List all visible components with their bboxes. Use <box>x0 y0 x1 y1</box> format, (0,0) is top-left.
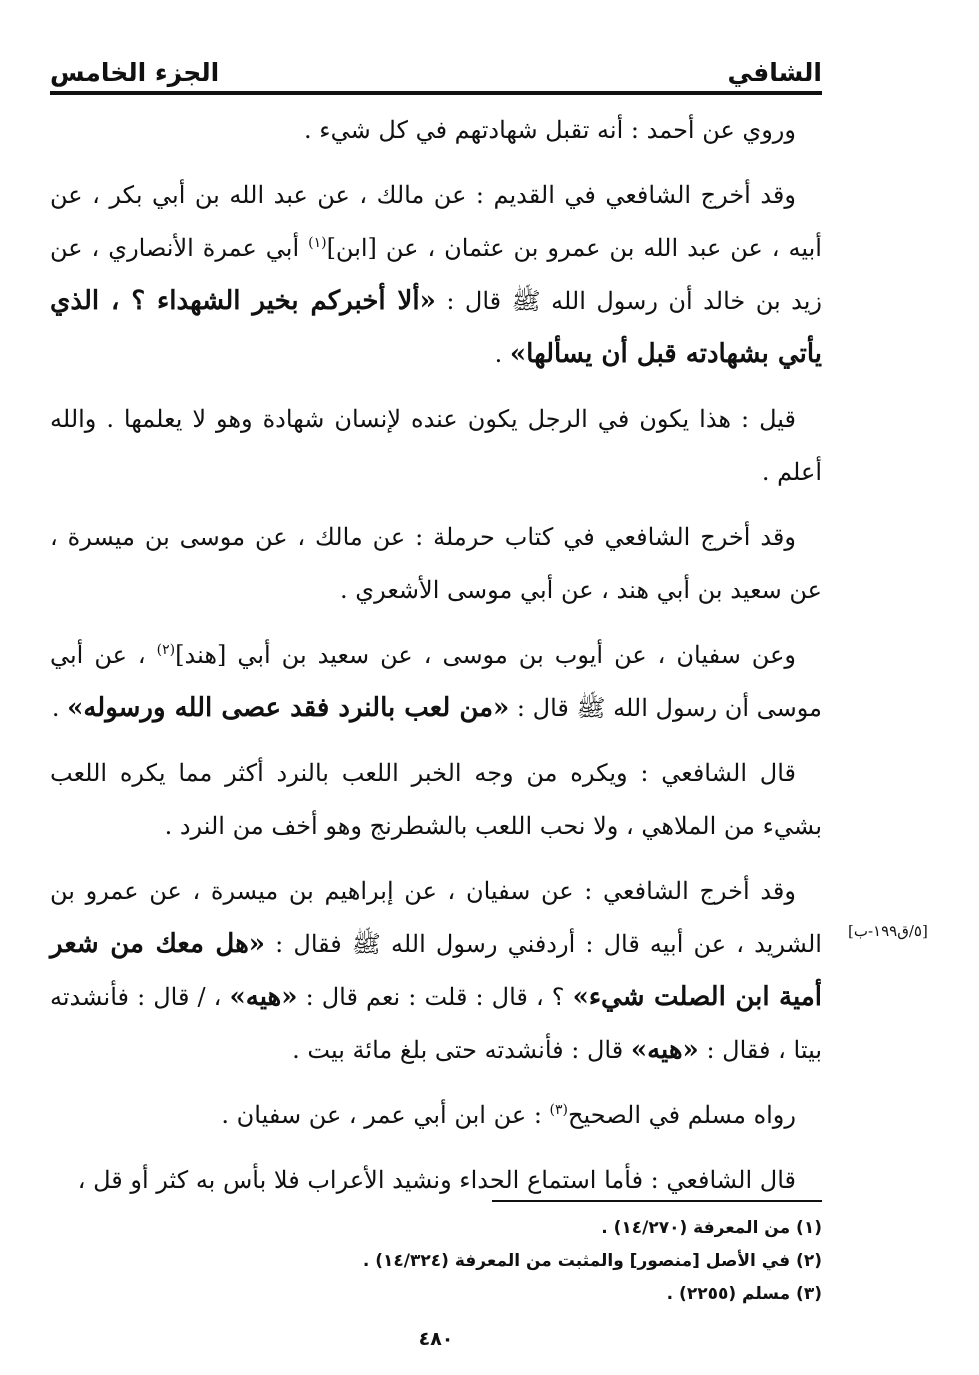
paragraph-text: : عن ابن أبي عمر ، عن سفيان . <box>221 1101 550 1129</box>
paragraph-text: أبي عمرة الأنصاري ، عن زيد بن خالد أن رسول الله ﷺ قال : <box>50 234 823 315</box>
paragraph <box>50 629 822 735</box>
page-number: ٤٨٠ <box>418 1328 454 1350</box>
paragraph <box>50 169 822 381</box>
page <box>50 40 823 1350</box>
paragraph <box>50 104 822 157</box>
paragraph-text: وقد أخرج الشافعي : عن سفيان ، عن إبراهيم بن ميسرة ، عن عمرو بن الشريد ، عن أبيه قال : أردفني رسول الله ﷺ فقال : <box>50 877 822 958</box>
hadith-text: «هيه» <box>229 982 298 1012</box>
paragraph-text: قال الشافعي : فأما استماع الحداء ونشيد الأعراب فلا بأس به كثر أو قل ، <box>77 1166 796 1194</box>
paragraph <box>50 1089 822 1142</box>
footnotes <box>50 1212 822 1311</box>
paragraph-text: وعن سفيان ، عن أيوب بن موسى ، عن سعيد بن أبي [هند] <box>175 641 796 669</box>
paragraph-text: قال الشافعي : ويكره من وجه الخبر اللعب بالنرد أكثر مما يكره اللعب بشيء من الملاهي ، ولا نحب اللعب بالشطرنج وهو أخف من النرد . <box>50 759 822 840</box>
footnote-ref[interactable]: (٣) <box>549 1102 568 1118</box>
footnote-ref[interactable]: (١) <box>308 235 327 251</box>
paragraph-text: رواه مسلم في الصحيح <box>568 1101 796 1129</box>
paragraph-text: ؟ ، قال : قلت : نعم قال : <box>297 983 573 1011</box>
footnote: (٣) مسلم (٢٢٥٥) . <box>666 1284 822 1304</box>
paragraph-text: قال : فأنشدته حتى بلغ مائة بيت . <box>292 1036 631 1064</box>
footnote-rule <box>492 1200 822 1202</box>
manuscript-folio-note: [٥/ق١٩٩-ب] <box>848 922 928 940</box>
paragraph-text: ، عن أبي موسى أن رسول الله ﷺ قال : <box>50 641 822 722</box>
footnote-ref[interactable]: (٢) <box>156 642 176 658</box>
body-text <box>50 104 822 1219</box>
paragraph-text: وقد أخرج الشافعي في القديم : عن مالك ، عن عبد الله بن أبي بكر ، عن أبيه ، عن عبد الله بن عمرو بن عثمان ، عن [ابن] <box>50 181 822 262</box>
paragraph <box>50 511 822 617</box>
paragraph <box>50 393 822 499</box>
paragraph-text: وروي عن أحمد : أنه تقبل شهادتهم في كل شيء . <box>304 116 796 144</box>
hadith-text: «هل معك من شعر أمية ابن الصلت شيء» <box>50 929 822 1012</box>
paragraph <box>50 747 822 853</box>
paragraph-text: وقد أخرج الشافعي في كتاب حرملة : عن مالك ، عن موسى بن ميسرة ، عن سعيد بن أبي هند ، عن أبي موسى الأشعري . <box>50 523 822 604</box>
paragraph <box>50 865 822 1077</box>
paragraph-text: قيل : هذا يكون في الرجل يكون عنده لإنسان شهادة وهو لا يعلمها . والله أعلم . <box>50 405 822 486</box>
paragraph-text: . <box>494 340 510 368</box>
hadith-text: «هيه» <box>630 1035 699 1065</box>
book-title: الشافي <box>727 58 822 87</box>
hadith-text: «ألا أخبركم بخير الشهداء ؟ ، الذي يأتي بشهادته قبل أن يسألها» <box>50 286 822 369</box>
paragraph-text: ، / قال : فأنشدته بيتا ، فقال : <box>50 983 822 1064</box>
paragraph-text: . <box>51 694 68 722</box>
header-rule <box>50 91 822 95</box>
footnote: (١) من المعرفة (١٤/٢٧٠) . <box>601 1218 822 1238</box>
hadith-text: «من لعب بالنرد فقد عصى الله ورسوله» <box>67 693 510 723</box>
footnote: (٢) في الأصل [منصور] والمثبت من المعرفة (١٤/٣٢٤) . <box>362 1251 822 1271</box>
part-title: الجزء الخامس <box>50 58 220 87</box>
running-header <box>50 50 822 90</box>
